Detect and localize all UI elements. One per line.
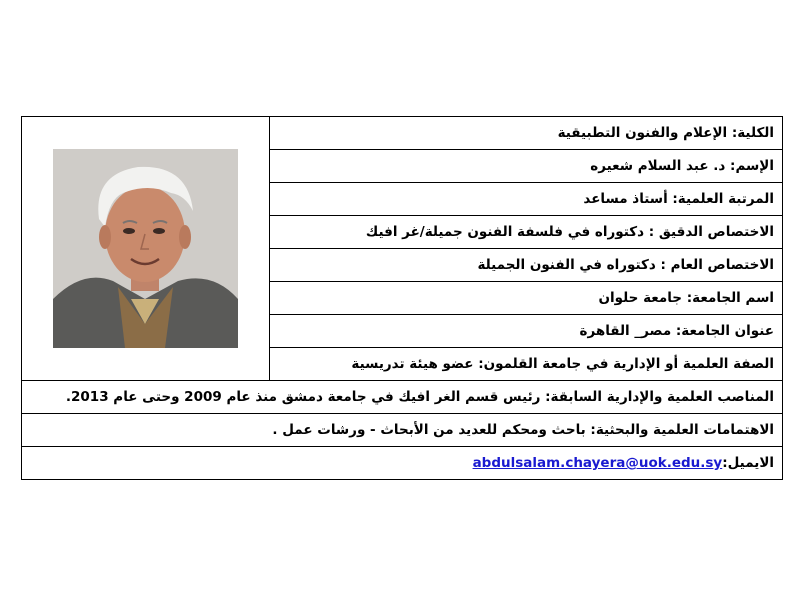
email-row [22,447,783,480]
university-value: جامعة حلوان [598,290,683,306]
profile-table [21,116,783,480]
previous-cell [22,381,783,414]
specialty-cell [270,216,783,249]
specialty-label: الاختصاص الدقيق : [648,224,774,240]
name-label: الإسم: [730,158,774,174]
general-value: دكتوراه في الفنون الجميلة [477,257,656,273]
email-link[interactable]: abdulsalam.chayera@uok.edu.sy [472,455,723,471]
email-label: الايميل: [722,455,774,471]
name-value: د. عبد السلام شعيره [590,158,726,174]
rank-cell [270,183,783,216]
photo-cell [22,117,270,381]
previous-row [22,381,783,414]
rank-label: المرتبة العلمية: [672,191,774,207]
faculty-row [22,117,783,150]
university-cell [270,282,783,315]
interests-label: الاهتمامات العلمية والبحثية: [590,422,774,438]
position-value: عضو هيئة تدريسية [351,356,474,372]
position-cell [270,348,783,381]
general-cell [270,249,783,282]
general-label: الاختصاص العام : [660,257,774,273]
university-label: اسم الجامعة: [686,290,774,306]
address-cell [270,315,783,348]
previous-value: رئيس قسم الغر افيك في جامعة دمشق منذ عام 2009 وحتى عام 2013. [65,389,541,405]
faculty-value: الإعلام والفنون التطبيقية [557,125,728,141]
portrait-photo [53,149,238,348]
email-cell [22,447,783,480]
position-label: الصفة العلمية أو الإدارية في جامعة القلمون: [478,356,774,372]
faculty-label: الكلية: [731,125,774,141]
address-label: عنوان الجامعة: [675,323,774,339]
name-cell [270,150,783,183]
interests-value: باحث ومحكم للعديد من الأبحاث - ورشات عمل . [272,422,586,438]
rank-value: أستاذ مساعد [583,191,668,207]
interests-cell [22,414,783,447]
specialty-value: دكتوراه في فلسفة الفنون جميلة/غر افيك [365,224,645,240]
faculty-cell [270,117,783,150]
address-value: مصر_ القاهرة [579,323,672,339]
previous-label: المناصب العلمية والإدارية السابقة: [545,389,774,405]
interests-row [22,414,783,447]
